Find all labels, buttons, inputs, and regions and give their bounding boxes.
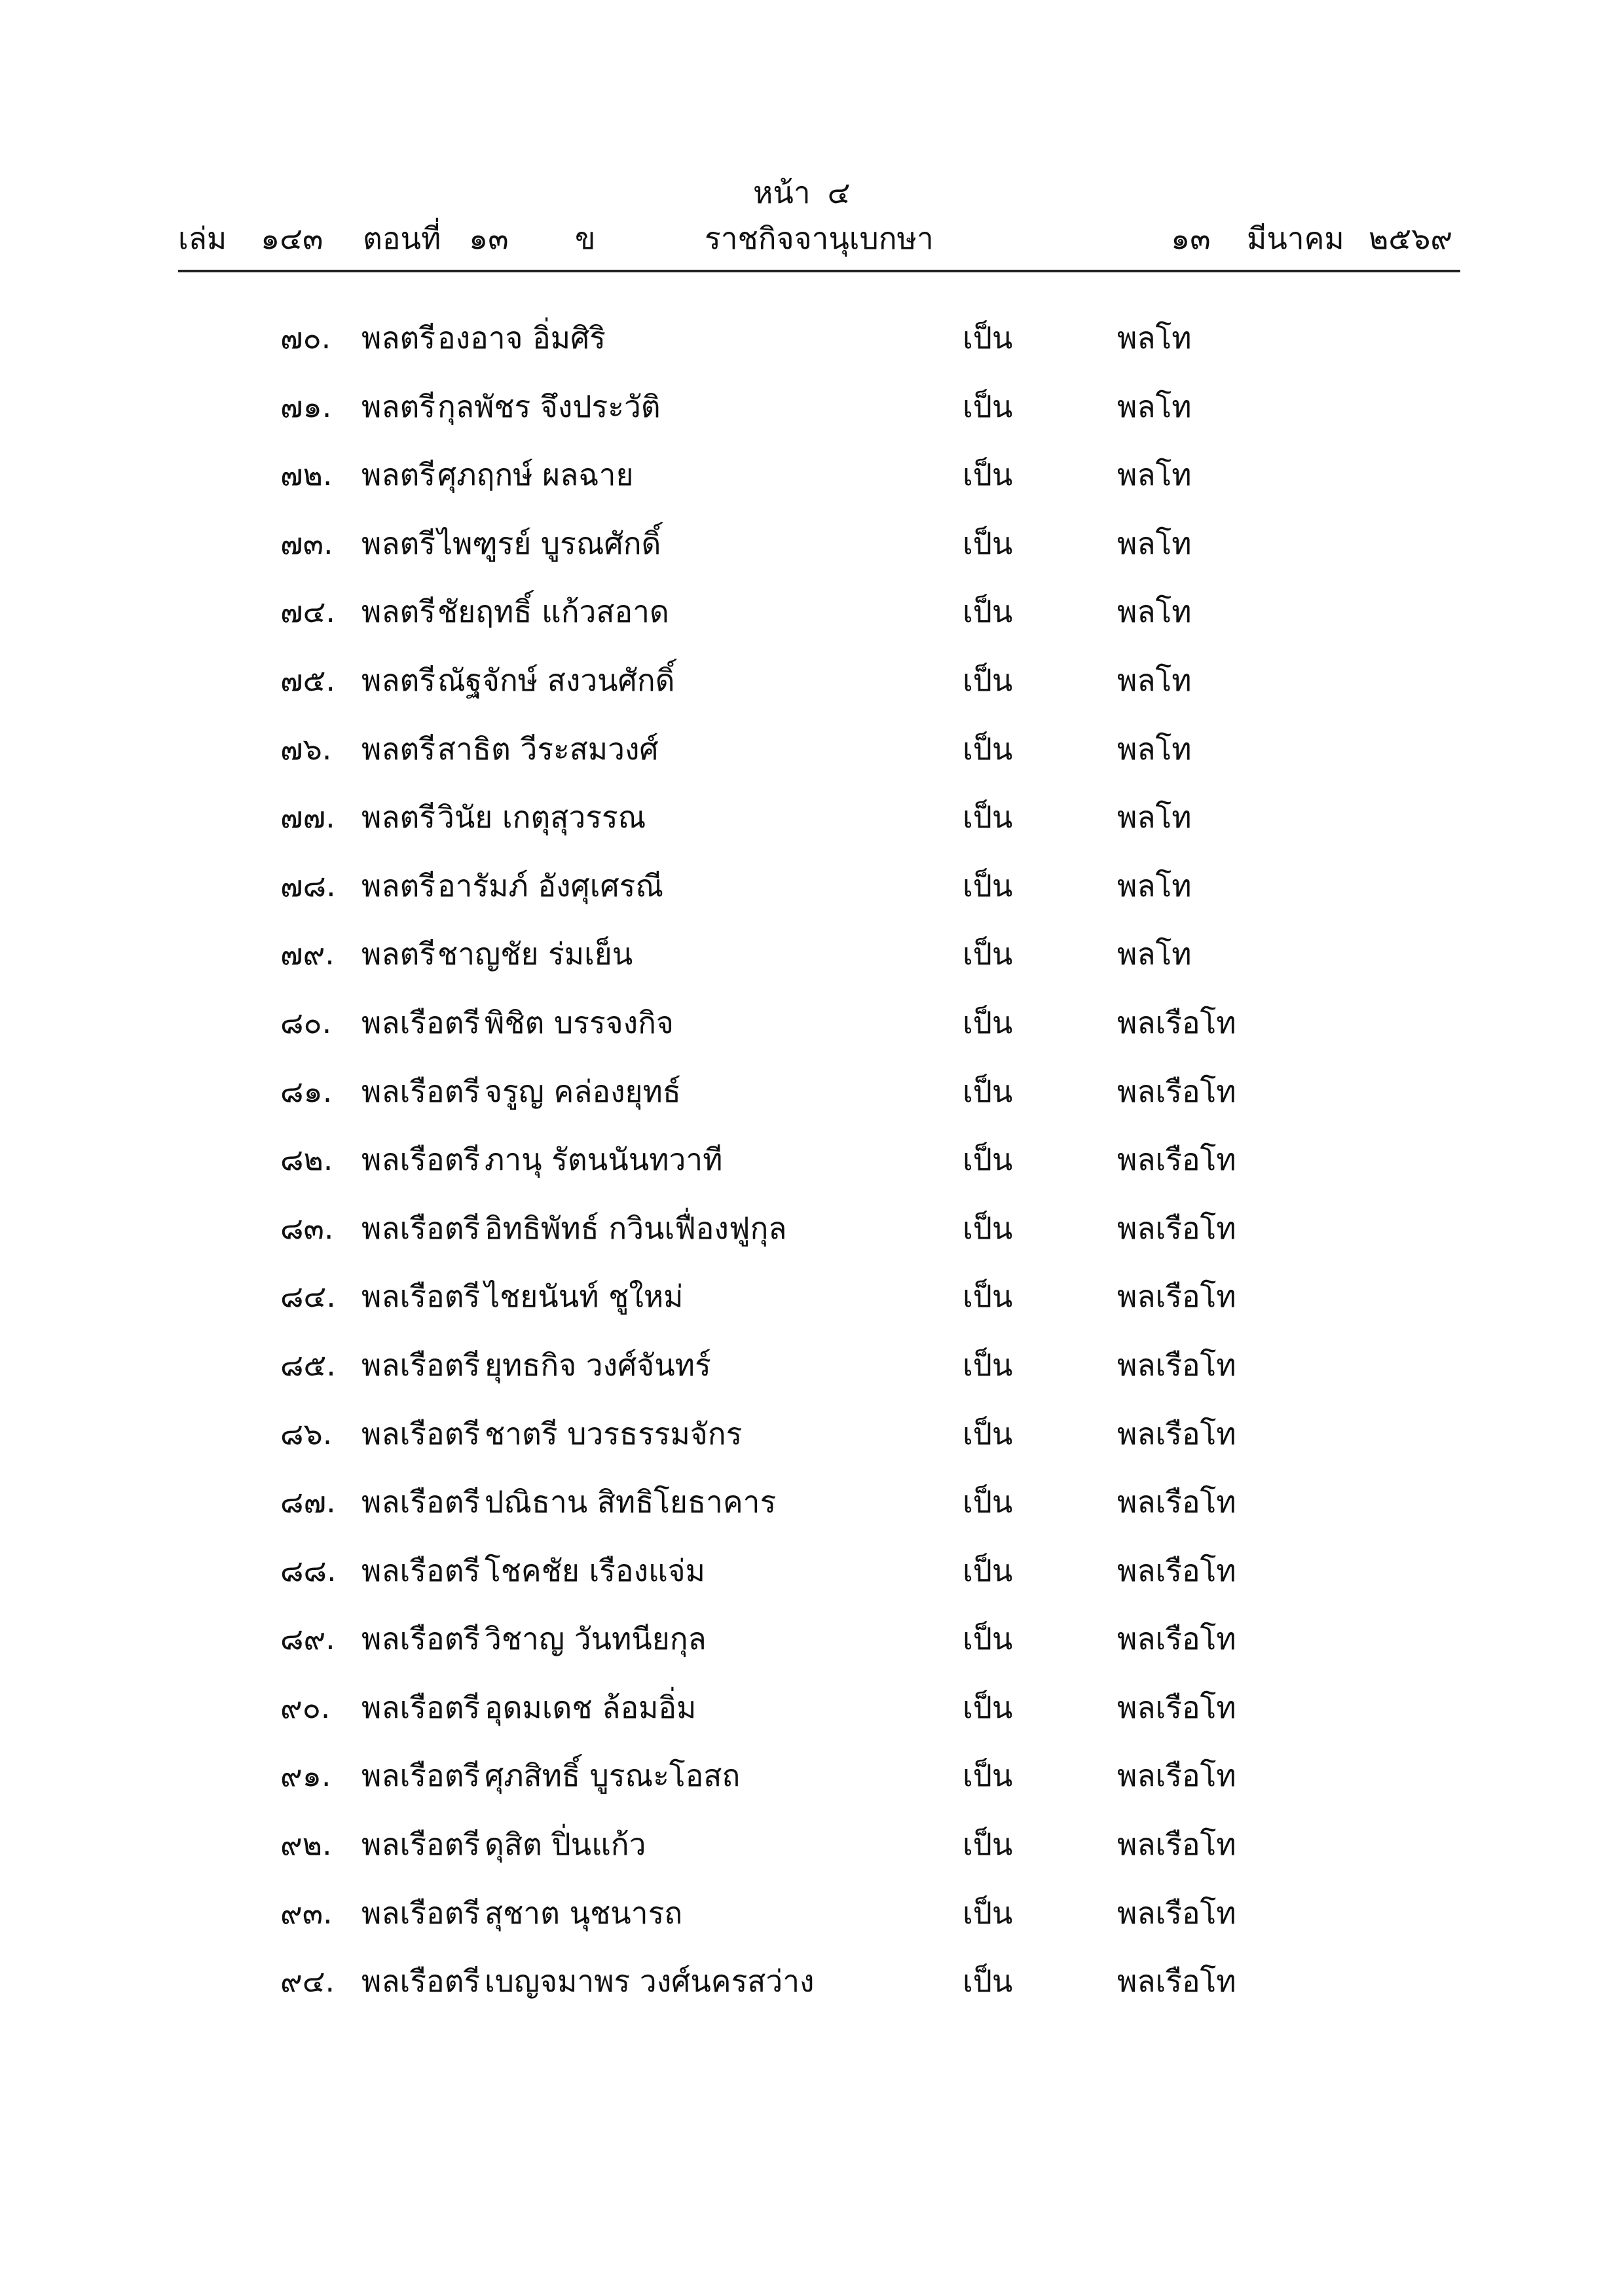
new-rank: พลโท	[1117, 662, 1192, 698]
person-name: อิทธิพัทธ์ กวินเฟื่องฟูกุล	[485, 1210, 787, 1246]
current-rank: พลเรือตรี	[361, 1758, 481, 1794]
current-rank: พลตรี	[361, 731, 436, 767]
person-name: สุชาต นุชนารถ	[485, 1895, 683, 1931]
person-name: สาธิต วีระสมวงศ์	[437, 731, 659, 767]
new-rank: พลโท	[1117, 388, 1192, 424]
appointment-verb: เป็น	[963, 867, 1013, 903]
person-name: เบญจมาพร วงศ์นครสว่าง	[485, 1963, 815, 1999]
appointment-verb: เป็น	[963, 1758, 1013, 1794]
list-item	[0, 999, 1624, 1068]
appointment-verb: เป็น	[963, 594, 1013, 630]
current-rank: พลเรือตรี	[361, 1963, 481, 1999]
appointment-verb: เป็น	[963, 731, 1013, 767]
current-rank: พลเรือตรี	[361, 1895, 481, 1931]
person-name: วินัย เกตุสุวรรณ	[437, 799, 646, 835]
gazette-header	[0, 215, 1624, 267]
item-number: ๙๒.	[280, 1827, 332, 1863]
publication-title: ราชกิจจานุเบกษา	[705, 221, 934, 256]
person-name: ณัฐจักษ์ สงวนศักดิ์	[437, 662, 675, 698]
person-name: ชัยฤทธิ์ แก้วสอาด	[437, 594, 669, 630]
item-number: ๗๒.	[280, 457, 333, 493]
item-number: ๗๓.	[280, 525, 333, 561]
appointment-verb: เป็น	[963, 320, 1013, 355]
person-name: วิชาญ วันทนียกุล	[485, 1621, 707, 1657]
new-rank: พลโท	[1117, 594, 1192, 630]
person-name: จรูญ คล่องยุทธ์	[485, 1073, 681, 1109]
item-number: ๗๔.	[280, 594, 336, 630]
item-number: ๘๔.	[280, 1279, 336, 1315]
appointment-verb: เป็น	[963, 1279, 1013, 1315]
list-item	[0, 1273, 1624, 1341]
list-item	[0, 1547, 1624, 1616]
list-item	[0, 383, 1624, 452]
current-rank: พลเรือตรี	[361, 1073, 481, 1109]
appointment-verb: เป็น	[963, 525, 1013, 561]
person-name: อารัมภ์ อังศุเศรณี	[437, 867, 664, 903]
list-item	[0, 1752, 1624, 1821]
new-rank: พลเรือโท	[1117, 1142, 1236, 1178]
person-name: ดุสิต ปิ่นแก้ว	[485, 1827, 646, 1863]
item-number: ๗๕.	[280, 662, 336, 698]
item-number: ๘๒.	[280, 1142, 333, 1178]
item-number: ๘๐.	[280, 1004, 332, 1040]
current-rank: พลเรือตรี	[361, 1621, 481, 1657]
item-number: ๘๖.	[280, 1415, 333, 1451]
new-rank: พลเรือโท	[1117, 1073, 1236, 1109]
page-number-value: ๔	[827, 175, 851, 210]
appointment-verb: เป็น	[963, 1484, 1013, 1520]
list-item	[0, 1136, 1624, 1205]
new-rank: พลโท	[1117, 457, 1192, 493]
person-name: ปณิธาน สิทธิโยธาคาร	[485, 1484, 777, 1520]
current-rank: พลตรี	[361, 799, 436, 835]
new-rank: พลโท	[1117, 731, 1192, 767]
appointment-verb: เป็น	[963, 1827, 1013, 1863]
person-name: โชคชัย เรืองแจ่ม	[485, 1552, 705, 1588]
current-rank: พลเรือตรี	[361, 1484, 481, 1520]
appointment-verb: เป็น	[963, 1004, 1013, 1040]
item-number: ๙๔.	[280, 1963, 335, 1999]
item-number: ๙๓.	[280, 1895, 333, 1931]
new-rank: พลเรือโท	[1117, 1415, 1236, 1451]
page-number-label: หน้า	[753, 175, 811, 210]
appointment-verb: เป็น	[963, 1142, 1013, 1178]
date-day: ๑๓	[1171, 221, 1211, 256]
current-rank: พลตรี	[361, 594, 436, 630]
list-item	[0, 1821, 1624, 1889]
item-number: ๘๑.	[280, 1073, 333, 1109]
section-letter: ข	[575, 221, 596, 256]
new-rank: พลโท	[1117, 867, 1192, 903]
item-number: ๘๘.	[280, 1552, 337, 1588]
date-month: มีนาคม	[1247, 221, 1344, 256]
item-number: ๘๕.	[280, 1347, 336, 1383]
new-rank: พลเรือโท	[1117, 1621, 1236, 1657]
list-item	[0, 1341, 1624, 1410]
date-year: ๒๕๖๙	[1369, 221, 1453, 256]
person-name: ยุทธกิจ วงศ์จันทร์	[485, 1347, 711, 1383]
current-rank: พลตรี	[361, 388, 436, 424]
new-rank: พลโท	[1117, 799, 1192, 835]
appointment-verb: เป็น	[963, 1689, 1013, 1725]
new-rank: พลเรือโท	[1117, 1004, 1236, 1040]
new-rank: พลเรือโท	[1117, 1827, 1236, 1863]
list-item	[0, 1068, 1624, 1137]
appointment-verb: เป็น	[963, 1073, 1013, 1109]
item-number: ๘๗.	[280, 1484, 336, 1520]
item-number: ๗๑.	[280, 388, 332, 424]
new-rank: พลเรือโท	[1117, 1279, 1236, 1315]
current-rank: พลตรี	[361, 525, 436, 561]
person-name: องอาจ อิ่มศิริ	[437, 320, 606, 355]
list-item	[0, 520, 1624, 589]
person-name: ศุภฤกษ์ ผลฉาย	[437, 457, 634, 493]
list-item	[0, 314, 1624, 383]
list-item	[0, 1205, 1624, 1273]
appointment-verb: เป็น	[963, 457, 1013, 493]
new-rank: พลเรือโท	[1117, 1210, 1236, 1246]
item-number: ๗๗.	[280, 799, 335, 835]
list-item	[0, 1958, 1624, 2026]
new-rank: พลโท	[1117, 320, 1192, 355]
appointment-verb: เป็น	[963, 1552, 1013, 1588]
person-name: อุดมเดช ล้อมอิ่ม	[485, 1689, 697, 1725]
item-number: ๗๙.	[280, 936, 335, 972]
person-name: พิชิต บรรจงกิจ	[485, 1004, 674, 1040]
issue-label: ตอนที่	[363, 221, 441, 256]
appointment-verb: เป็น	[963, 388, 1013, 424]
list-item	[0, 930, 1624, 999]
current-rank: พลเรือตรี	[361, 1210, 481, 1246]
list-item	[0, 1889, 1624, 1958]
current-rank: พลตรี	[361, 867, 436, 903]
appointment-verb: เป็น	[963, 936, 1013, 972]
current-rank: พลเรือตรี	[361, 1279, 481, 1315]
current-rank: พลเรือตรี	[361, 1347, 481, 1383]
current-rank: พลเรือตรี	[361, 1689, 481, 1725]
new-rank: พลเรือโท	[1117, 1963, 1236, 1999]
item-number: ๘๙.	[280, 1621, 335, 1657]
item-number: ๗๐.	[280, 320, 331, 355]
current-rank: พลตรี	[361, 936, 436, 972]
issue-number: ๑๓	[469, 221, 509, 256]
current-rank: พลตรี	[361, 457, 436, 493]
person-name: ชาญชัย ร่มเย็น	[437, 936, 633, 972]
list-item	[0, 1684, 1624, 1753]
appointment-verb: เป็น	[963, 662, 1013, 698]
person-name: ศุภสิทธิ์ บูรณะโอสถ	[485, 1758, 741, 1794]
list-item	[0, 793, 1624, 862]
list-item	[0, 588, 1624, 657]
appointment-verb: เป็น	[963, 1415, 1013, 1451]
list-item	[0, 1410, 1624, 1479]
item-number: ๗๘.	[280, 867, 336, 903]
new-rank: พลเรือโท	[1117, 1689, 1236, 1725]
person-name: ไพฑูรย์ บูรณศักดิ์	[437, 525, 661, 561]
new-rank: พลโท	[1117, 525, 1192, 561]
person-name: ไชยนันท์ ชูใหม่	[485, 1279, 684, 1315]
new-rank: พลเรือโท	[1117, 1552, 1236, 1588]
current-rank: พลเรือตรี	[361, 1827, 481, 1863]
appointment-verb: เป็น	[963, 1347, 1013, 1383]
volume-label: เล่ม	[178, 221, 227, 256]
list-item	[0, 862, 1624, 931]
item-number: ๗๖.	[280, 731, 332, 767]
current-rank: พลตรี	[361, 320, 436, 355]
appointment-verb: เป็น	[963, 799, 1013, 835]
list-item	[0, 1615, 1624, 1684]
person-name: ภานุ รัตนนันทวาที	[485, 1142, 723, 1178]
new-rank: พลโท	[1117, 936, 1192, 972]
new-rank: พลเรือโท	[1117, 1895, 1236, 1931]
appointment-verb: เป็น	[963, 1963, 1013, 1999]
list-item	[0, 1478, 1624, 1547]
new-rank: พลเรือโท	[1117, 1758, 1236, 1794]
appointment-verb: เป็น	[963, 1621, 1013, 1657]
current-rank: พลเรือตรี	[361, 1142, 481, 1178]
item-number: ๘๓.	[280, 1210, 334, 1246]
list-item	[0, 451, 1624, 520]
item-number: ๙๐.	[280, 1689, 331, 1725]
current-rank: พลตรี	[361, 662, 436, 698]
appointment-list	[0, 314, 1624, 2026]
appointment-verb: เป็น	[963, 1895, 1013, 1931]
new-rank: พลเรือโท	[1117, 1347, 1236, 1383]
header-rule	[178, 270, 1460, 272]
person-name: กุลพัชร จึงประวัติ	[437, 388, 661, 424]
current-rank: พลเรือตรี	[361, 1004, 481, 1040]
list-item	[0, 657, 1624, 725]
person-name: ชาตรี บวรธรรมจักร	[485, 1415, 743, 1451]
current-rank: พลเรือตรี	[361, 1415, 481, 1451]
item-number: ๙๑.	[280, 1758, 331, 1794]
new-rank: พลเรือโท	[1117, 1484, 1236, 1520]
list-item	[0, 725, 1624, 794]
volume-number: ๑๔๓	[261, 221, 323, 256]
page-number	[753, 169, 850, 217]
current-rank: พลเรือตรี	[361, 1552, 481, 1588]
appointment-verb: เป็น	[963, 1210, 1013, 1246]
